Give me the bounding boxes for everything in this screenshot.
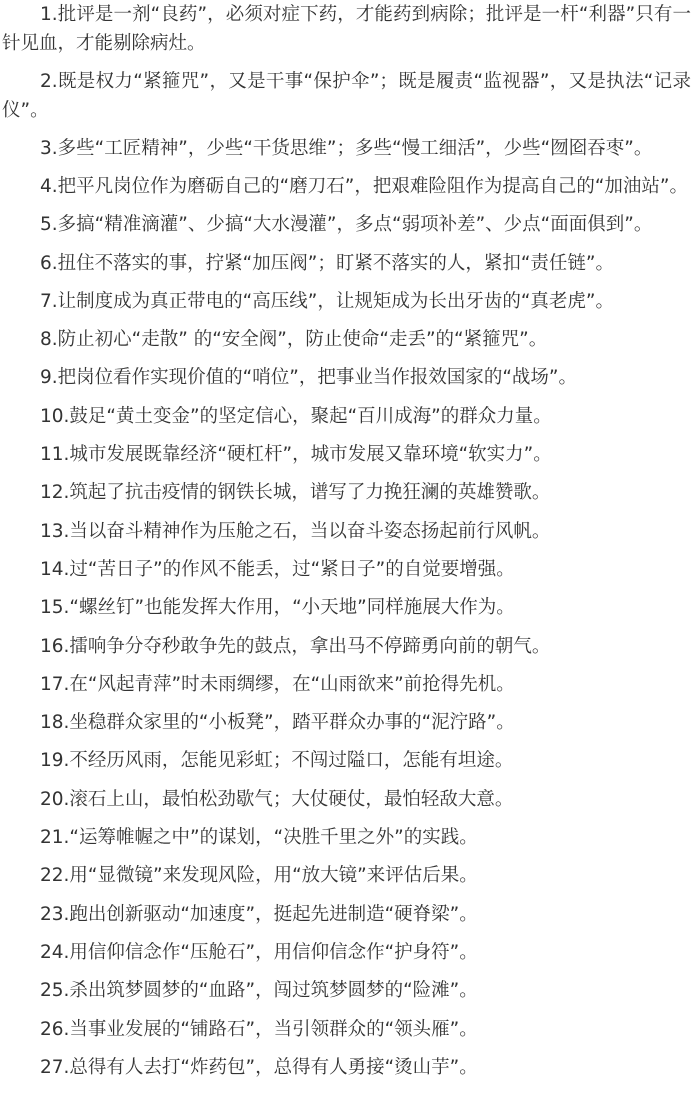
paragraph-6: 6.扭住不落实的事，拧紧“加压阀”；盯紧不落实的人，紧扣“责任链”。 (40, 252, 614, 274)
paragraph-26: 26.当事业发展的“铺路石”，当引领群众的“领头雁”。 (40, 1018, 478, 1040)
paragraph-24: 24.用信仰信念作“压舱石”，用信仰信念作“护身符”。 (40, 941, 478, 963)
paragraph-19: 19.不经历风雨，怎能见彩虹；不闯过隘口，怎能有坦途。 (40, 750, 514, 772)
paragraph-11: 11.城市发展既靠经济“硬杠杆”，城市发展又靠环境“软实力”。 (40, 444, 552, 466)
paragraph-15: 15.“螺丝钉”也能发挥大作用，“小天地”同样施展大作为。 (40, 597, 515, 619)
paragraph-14: 14.过“苦日子”的作风不能丢，过“紧日子”的自觉要增强。 (40, 558, 515, 580)
paragraph-20: 20.滚石上山，最怕松劲歇气；大仗硬仗，最怕轻敌大意。 (40, 788, 514, 810)
paragraph-16: 16.擂响争分夺秒敢争先的鼓点，拿出马不停蹄勇向前的朝气。 (40, 635, 551, 657)
paragraph-18: 18.坐稳群众家里的“小板凳”，踏平群众办事的“泥泞路”。 (40, 712, 515, 734)
paragraph-8: 8.防止初心“走散” 的“安全阀”，防止使命“走丢”的“紧箍咒”。 (40, 329, 548, 351)
paragraph-23: 23.跑出创新驱动“加速度”，挺起先进制造“硬脊梁”。 (40, 903, 478, 925)
paragraph-2: 2.既是权力“紧箍咒”，又是干事“保护伞”；既是履责“监视器”，又是执法“记录仪”。 (2, 71, 691, 121)
document-body (2, 0, 691, 1091)
paragraph-22: 22.用“显微镜”来发现风险，用“放大镜”来评估后果。 (40, 865, 478, 887)
paragraph-3: 3.多些“工匠精神”，少些“干货思维”；多些“慢工细活”，少些“囫囵吞枣”。 (40, 138, 653, 159)
paragraph-17: 17.在“风起青萍”时未雨绸缪，在“山雨欲来”前抢得先机。 (40, 673, 515, 695)
paragraph-12: 12.筑起了抗击疫情的钢铁长城，谱写了力挽狂澜的英雄赞歌。 (40, 482, 551, 504)
paragraph-5: 5.多搞“精准滴灌”、少搞“大水漫灌”，多点“弱项补差”、少点“面面俱到”。 (40, 214, 653, 236)
paragraph-25: 25.杀出筑梦圆梦的“血路”，闯过筑梦圆梦的“险滩”。 (40, 980, 478, 1002)
paragraph-27: 27.总得有人去打“炸药包”，总得有人勇接“烫山芋”。 (40, 1056, 478, 1078)
paragraph-10: 10.鼓足“黄土变金”的坚定信心，聚起“百川成海”的群众力量。 (40, 405, 552, 427)
paragraph-9: 9.把岗位看作实现价值的“哨位”，把事业当作报效国家的“战场”。 (40, 367, 577, 389)
paragraph-1: 1.批评是一剂“良药”，必须对症下药，才能药到病除；批评是一杆“利器”只有一针见血，才能剔除病灶。 (2, 4, 691, 54)
paragraph-21: 21.“运筹帷幄之中”的谋划，“决胜千里之外”的实践。 (40, 827, 478, 849)
paragraph-7: 7.让制度成为真正带电的“高压线”，让规矩成为长出牙齿的“真老虎”。 (40, 290, 614, 312)
paragraph-13: 13.当以奋斗精神作为压舱之石，当以奋斗姿态扬起前行风帆。 (40, 520, 551, 542)
paragraph-4: 4.把平凡岗位作为磨砺自己的“磨刀石”，把艰难险阻作为提高自己的“加油站”。 (40, 176, 688, 198)
